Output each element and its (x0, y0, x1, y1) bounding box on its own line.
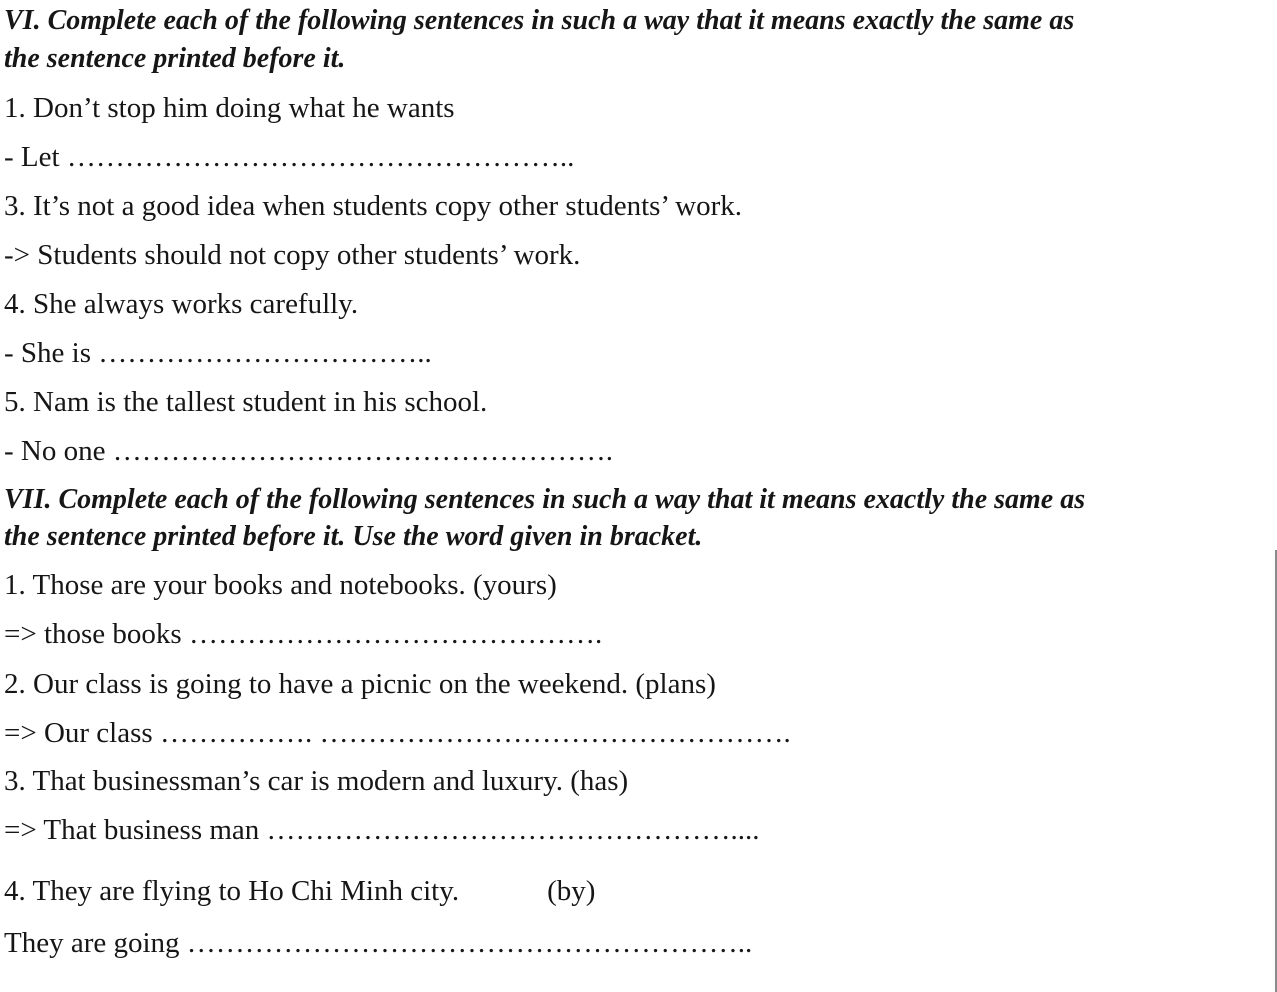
vii-item-4-answer-blank[interactable]: ………………………………………………….. (186, 927, 753, 959)
vii-item-3-answer-start: => That business man (4, 814, 260, 846)
vii-item-2-prompt: 2. Our class is going to have a picnic on the weekend. (plans) (4, 668, 716, 700)
vii-item-4-prompt-text: 4. They are flying to Ho Chi Minh city. (4, 875, 460, 907)
vii-item-2-answer-start: => Our class (4, 717, 153, 749)
vii-item-3-answer-blank[interactable]: ………………………………………….... (266, 814, 760, 846)
vii-item-1-answer-start: => those books (4, 618, 182, 650)
section-vii-heading-line2: the sentence printed before it. Use the word given in bracket. (4, 521, 703, 552)
vii-item-3-prompt: 3. That businessman’s car is modern and luxury. (has) (4, 765, 629, 797)
vii-item-1-prompt: 1. Those are your books and notebooks. (yours) (4, 569, 557, 601)
vi-item-5-prompt: 5. Nam is the tallest student in his school. (4, 386, 488, 418)
vii-item-2-answer-blank[interactable]: ……………. …………………………………………. (159, 717, 791, 749)
vii-item-4-hint: (by) (547, 875, 596, 907)
vi-item-5-answer-start: - No one (4, 435, 106, 467)
vi-item-4-answer-blank[interactable]: …………………………….. (98, 337, 432, 369)
vi-item-4-answer-start: - She is (4, 337, 91, 369)
vi-item-1-answer (4, 139, 574, 175)
vi-item-5-answer-blank[interactable]: ……………………………………………. (112, 435, 613, 467)
vii-item-3-answer (4, 812, 760, 848)
vi-item-3-answer: -> Students should not copy other students’ work. (4, 239, 581, 271)
vi-item-1-prompt: 1. Don’t stop him doing what he wants (4, 92, 455, 124)
vi-item-4-answer (4, 335, 432, 371)
vi-item-3-prompt: 3. It’s not a good idea when students copy other students’ work. (4, 190, 743, 222)
section-vii-heading-line1: VII. Complete each of the following sentences in such a way that it means exactly the same as (4, 484, 1086, 515)
vii-item-1-answer (4, 616, 602, 652)
vi-item-1-answer-blank[interactable]: …………………………………………….. (66, 141, 575, 173)
section-vi-heading-line2: the sentence printed before it. (4, 43, 346, 74)
section-vi-heading-line1: VI. Complete each of the following sentences in such a way that it means exactly the same as (4, 5, 1075, 36)
vii-item-4-prompt (4, 873, 595, 909)
vii-item-4-answer (4, 925, 752, 961)
vi-item-4-prompt: 4. She always works carefully. (4, 288, 359, 320)
vii-item-2-answer (4, 715, 791, 751)
vi-item-5-answer (4, 433, 613, 469)
vii-item-1-answer-blank[interactable]: ……………………………………. (188, 618, 603, 650)
vii-item-4-answer-start: They are going (4, 927, 180, 959)
vi-item-1-answer-start: - Let (4, 141, 60, 173)
